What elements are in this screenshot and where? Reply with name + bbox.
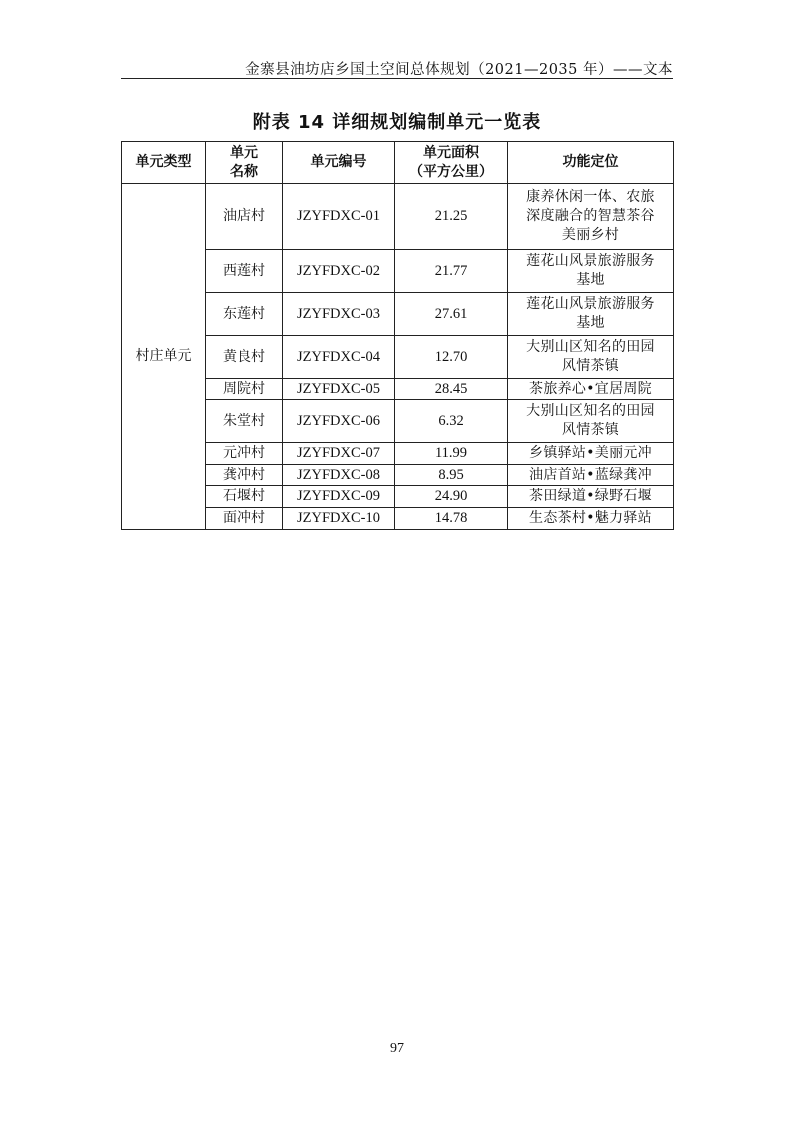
cell-unit-code: JZYFDXC-08: [283, 465, 395, 486]
cell-unit-area: 6.32: [395, 400, 508, 443]
cell-unit-name: 东莲村: [206, 293, 283, 336]
cell-unit-area: 27.61: [395, 293, 508, 336]
cell-function: [508, 184, 674, 250]
cell-function: [508, 465, 674, 486]
function-line: 大别山区知名的田园: [526, 403, 655, 419]
cell-function: [508, 508, 674, 530]
cell-unit-area: 11.99: [395, 443, 508, 465]
header-unit-type: 单元类型: [122, 142, 206, 184]
cell-unit-name: 石堰村: [206, 486, 283, 508]
cell-unit-name: 西莲村: [206, 250, 283, 293]
cell-unit-name: 面冲村: [206, 508, 283, 530]
cell-function: [508, 486, 674, 508]
function-line: 生态茶村•魅力驿站: [529, 510, 652, 526]
function-line: 莲花山风景旅游服务: [526, 253, 655, 269]
cell-unit-name: 油店村: [206, 184, 283, 250]
cell-unit-code: JZYFDXC-01: [283, 184, 395, 250]
header-rule: [121, 78, 673, 79]
page-number: 97: [390, 1041, 404, 1056]
cell-function: [508, 250, 674, 293]
cell-function: [508, 443, 674, 465]
table-header-row: [122, 142, 674, 184]
function-line: 风情茶镇: [561, 422, 620, 438]
cell-unit-area: 28.45: [395, 379, 508, 400]
cell-function: [508, 400, 674, 443]
header-unit-area: [395, 142, 508, 184]
cell-function: [508, 293, 674, 336]
function-line: 乡镇驿站•美丽元冲: [529, 445, 652, 461]
header-unit-code: 单元编号: [283, 142, 395, 184]
header-unit-area-line2: （平方公里）: [409, 163, 493, 180]
cell-unit-name: 龚冲村: [206, 465, 283, 486]
cell-unit-area: 24.90: [395, 486, 508, 508]
header-function: 功能定位: [508, 142, 674, 184]
cell-function: [508, 336, 674, 379]
cell-function: [508, 379, 674, 400]
cell-unit-area: 8.95: [395, 465, 508, 486]
header-unit-name-line2: 名称: [230, 163, 258, 180]
units-table: [121, 141, 674, 530]
function-line: 深度融合的智慧茶谷: [526, 208, 655, 224]
function-line: 基地: [576, 315, 605, 331]
cell-unit-area: 21.25: [395, 184, 508, 250]
running-header: 金寨县油坊店乡国土空间总体规划（2021—2035 年）——文本: [245, 62, 673, 78]
header-unit-area-line1: 单元面积: [423, 144, 479, 161]
cell-unit-area: 12.70: [395, 336, 508, 379]
function-line: 康养休闲一体、农旅: [526, 189, 655, 205]
table-row: [122, 184, 674, 250]
cell-unit-code: JZYFDXC-10: [283, 508, 395, 530]
header-unit-name-line1: 单元: [230, 144, 258, 161]
function-line: 莲花山风景旅游服务: [526, 296, 655, 312]
function-line: 美丽乡村: [561, 227, 620, 243]
cell-unit-code: JZYFDXC-03: [283, 293, 395, 336]
cell-unit-code: JZYFDXC-02: [283, 250, 395, 293]
cell-unit-area: 21.77: [395, 250, 508, 293]
cell-unit-name: 元冲村: [206, 443, 283, 465]
cell-unit-code: JZYFDXC-06: [283, 400, 395, 443]
function-line: 茶旅养心•宜居周院: [529, 380, 652, 397]
function-line: 油店首站•蓝绿龚冲: [529, 466, 652, 483]
group-cell-village-unit: 村庄单元: [122, 184, 206, 530]
function-line: 大别山区知名的田园: [526, 339, 655, 355]
cell-unit-code: JZYFDXC-04: [283, 336, 395, 379]
function-line: 茶田绿道•绿野石堰: [529, 488, 652, 504]
cell-unit-area: 14.78: [395, 508, 508, 530]
cell-unit-code: JZYFDXC-05: [283, 379, 395, 400]
table-title: 附表 14 详细规划编制单元一览表: [252, 112, 542, 133]
header-unit-name: [206, 142, 283, 184]
function-line: 基地: [576, 272, 605, 288]
cell-unit-name: 周院村: [206, 379, 283, 400]
cell-unit-name: 黄良村: [206, 336, 283, 379]
cell-unit-name: 朱堂村: [206, 400, 283, 443]
function-line: 风情茶镇: [561, 358, 620, 374]
cell-unit-code: JZYFDXC-09: [283, 486, 395, 508]
cell-unit-code: JZYFDXC-07: [283, 443, 395, 465]
